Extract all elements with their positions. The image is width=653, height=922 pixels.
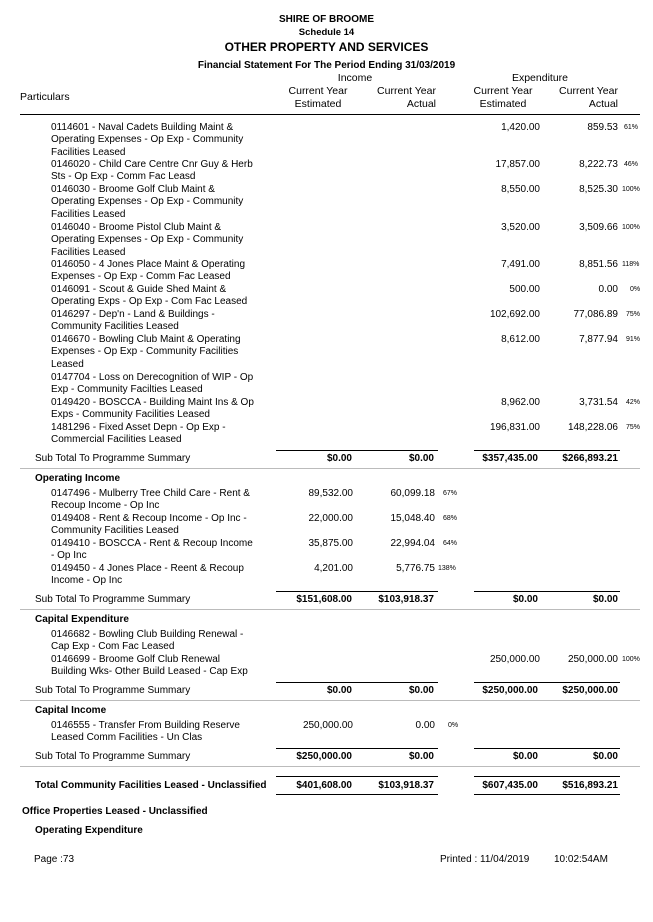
exp-act-value: 3,509.66 — [579, 222, 618, 233]
exp-est-value: 3,520.00 — [501, 222, 540, 233]
exp-act-value: 859.53 — [587, 122, 618, 133]
table-row-desc: 0146670 - Bowling Club Maint & Operating Expenses - Op Exp - Community Facilities Leased — [51, 334, 241, 370]
exp-act-value: 8,851.56 — [579, 259, 618, 270]
exp-est-value: 196,831.00 — [489, 422, 540, 433]
table-row-desc: 0149420 - BOSCCA - Building Maint Ins & Op Exps - Community Facilities Leased — [51, 397, 254, 421]
exp-pct: 100% — [622, 186, 640, 193]
table-row-desc: 0146020 - Child Care Centre Cnr Guy & Herb Sts - Op Exp - Comm Fac Leasd — [51, 159, 253, 183]
inc-act-value: 60,099.18 — [390, 488, 435, 499]
exp-pct: 46% — [624, 161, 639, 168]
exp-est-value: 17,857.00 — [495, 159, 540, 170]
inc-pct: 64% — [443, 540, 458, 547]
exp-est-value: 7,491.00 — [501, 259, 540, 270]
section-capital-expenditure: Capital Expenditure — [35, 614, 129, 625]
inc-pct: 138% — [438, 565, 456, 572]
grand-total-exp-est: $607,435.00 — [482, 780, 538, 791]
exp-act-value: 7,877.94 — [579, 334, 618, 345]
table-row-desc: 0147704 - Loss on Derecognition of WIP - Op Exp - Community Facilties Leased — [51, 372, 254, 396]
exp-pct: 118% — [622, 261, 640, 268]
col-exp-act-line1: Current Year — [559, 85, 618, 97]
particulars-header: Particulars — [20, 91, 70, 103]
exp-pct: 91% — [626, 336, 641, 343]
subtotal-inc-est: $0.00 — [326, 453, 352, 464]
exp-pct: 100% — [622, 224, 640, 231]
grand-total-inc-act: $103,918.37 — [378, 780, 434, 791]
grand-total-exp-act: $516,893.21 — [562, 780, 618, 791]
exp-est-value: 8,962.00 — [501, 397, 540, 408]
section-operating-income: Operating Income — [35, 473, 121, 484]
income-header: Income — [337, 72, 373, 84]
subtotal-exp-est: $0.00 — [512, 751, 538, 762]
report-subtitle: Financial Statement For The Period Ending 31/03/2019 — [197, 60, 456, 71]
schedule-label: Schedule 14 — [298, 27, 355, 38]
subtotal-rule — [276, 591, 438, 592]
total-rule — [276, 794, 438, 795]
page-number: Page :73 — [34, 854, 75, 865]
col-income-act-line1: Current Year — [377, 85, 436, 97]
inc-pct: 67% — [443, 490, 458, 497]
col-income-est — [282, 85, 354, 111]
section-capital-income: Capital Income — [35, 705, 107, 716]
exp-act-value: 3,731.54 — [579, 397, 618, 408]
expenditure-header: Expenditure — [511, 72, 569, 84]
subtotal-rule — [276, 450, 438, 451]
col-exp-est-line2: Estimated — [479, 98, 527, 110]
table-row-desc: 0146030 - Broome Golf Club Maint & Operating Expenses - Op Exp - Community Facilities Leased — [51, 184, 244, 220]
exp-est-value: 1,420.00 — [501, 122, 540, 133]
total-rule — [474, 794, 620, 795]
subtotal-inc-est: $250,000.00 — [296, 751, 352, 762]
subtotal-rule — [474, 748, 620, 749]
exp-act-value: 148,228.06 — [567, 422, 618, 433]
subtotal-label: Sub Total To Programme Summary — [35, 594, 191, 605]
org-name: SHIRE OF BROOME — [278, 14, 374, 25]
table-row-desc: 0149408 - Rent & Recoup Income - Op Inc - Community Facilities Leased — [51, 513, 247, 537]
subtotal-exp-act: $0.00 — [592, 594, 618, 605]
col-income-act — [368, 85, 436, 111]
exp-pct: 42% — [626, 399, 641, 406]
inc-est-value: 89,532.00 — [308, 488, 353, 499]
table-row-desc: 0147496 - Mulberry Tree Child Care - Rent & Recoup Income - Op Inc — [51, 488, 250, 512]
exp-act-value: 77,086.89 — [573, 309, 618, 320]
total-rule — [276, 776, 438, 777]
subtotal-inc-act: $0.00 — [408, 685, 434, 696]
inc-est-value: 4,201.00 — [314, 563, 353, 574]
subtotal-label: Sub Total To Programme Summary — [35, 751, 191, 762]
table-row-desc: 1481296 - Fixed Asset Depn - Op Exp - Commercial Facilities Leased — [51, 422, 226, 446]
next-section-title: Office Properties Leased - Unclassified — [22, 806, 208, 817]
col-income-est-line2: Estimated — [294, 98, 342, 110]
col-income-act-line2: Actual — [406, 98, 436, 110]
subtotal-label: Sub Total To Programme Summary — [35, 685, 191, 696]
inc-act-value: 0.00 — [415, 720, 435, 731]
inc-pct: 68% — [443, 515, 458, 522]
table-row-desc: 0146050 - 4 Jones Place Maint & Operating Expenses - Op Exp - Comm Fac Leased — [51, 259, 246, 283]
subtotal-exp-act: $266,893.21 — [562, 453, 618, 464]
exp-est-value: 250,000.00 — [489, 654, 540, 665]
table-row-desc: 0149410 - BOSCCA - Rent & Recoup Income - Op Inc — [51, 538, 253, 562]
subtotal-rule — [474, 450, 620, 451]
inc-act-value: 22,994.04 — [390, 538, 435, 549]
printed-date: Printed : 11/04/2019 — [440, 854, 530, 865]
col-exp-est — [466, 85, 540, 111]
table-row-desc: 0149450 - 4 Jones Place - Reent & Recoup Income - Op Inc — [51, 563, 244, 587]
subtotal-rule — [276, 682, 438, 683]
next-section-subtitle: Operating Expenditure — [35, 825, 143, 836]
subtotal-label: Sub Total To Programme Summary — [35, 453, 191, 464]
table-row-desc: 0146699 - Broome Golf Club Renewal Building Wks- Other Build Leased - Cap Exp — [51, 654, 248, 678]
table-row-desc: 0146682 - Bowling Club Building Renewal - Cap Exp - Com Fac Leased — [51, 629, 244, 653]
exp-est-value: 500.00 — [509, 284, 540, 295]
row-divider — [20, 468, 640, 469]
table-row-desc: 0146091 - Scout & Guide Shed Maint & Operating Exps - Op Exp - Com Fac Leased — [51, 284, 248, 308]
exp-act-value: 250,000.00 — [567, 654, 618, 665]
grand-total-label: Total Community Facilities Leased - Unclassified — [35, 780, 267, 791]
col-exp-est-line1: Current Year — [473, 85, 533, 97]
inc-est-value: 22,000.00 — [308, 513, 353, 524]
col-income-est-line1: Current Year — [288, 85, 348, 97]
grand-total-inc-est: $401,608.00 — [296, 780, 352, 791]
inc-est-value: 250,000.00 — [302, 720, 353, 731]
row-divider — [20, 700, 640, 701]
table-row-desc: 0146040 - Broome Pistol Club Maint & Operating Expenses - Op Exp - Community Facilities Leased — [51, 222, 244, 258]
subtotal-rule — [276, 748, 438, 749]
subtotal-rule — [474, 682, 620, 683]
subtotal-inc-est: $0.00 — [326, 685, 352, 696]
exp-pct: 61% — [624, 124, 639, 131]
row-divider — [20, 766, 640, 767]
exp-act-value: 8,525.30 — [579, 184, 618, 195]
exp-est-value: 102,692.00 — [489, 309, 540, 320]
inc-pct: 0% — [448, 722, 459, 729]
subtotal-exp-est: $250,000.00 — [482, 685, 538, 696]
col-exp-act — [550, 85, 618, 111]
inc-est-value: 35,875.00 — [308, 538, 353, 549]
exp-act-value: 0.00 — [598, 284, 618, 295]
exp-pct: 75% — [626, 424, 641, 431]
header-divider — [20, 114, 640, 115]
subtotal-exp-est: $0.00 — [512, 594, 538, 605]
exp-pct: 0% — [630, 286, 641, 293]
subtotal-inc-est: $151,608.00 — [296, 594, 352, 605]
printed-time: 10:02:54AM — [554, 854, 608, 865]
table-row-desc: 0114601 - Naval Cadets Building Maint & Operating Expenses - Op Exp - Community Facilities Leased — [51, 122, 244, 158]
subtotal-rule — [474, 591, 620, 592]
subtotal-exp-est: $357,435.00 — [482, 453, 538, 464]
subtotal-exp-act: $0.00 — [592, 751, 618, 762]
table-row-desc: 0146555 - Transfer From Building Reserve Leased Comm Facilities - Un Clas — [51, 720, 240, 744]
exp-est-value: 8,612.00 — [501, 334, 540, 345]
subtotal-exp-act: $250,000.00 — [562, 685, 618, 696]
inc-act-value: 15,048.40 — [390, 513, 435, 524]
report-title: OTHER PROPERTY AND SERVICES — [224, 40, 429, 54]
subtotal-inc-act: $0.00 — [408, 751, 434, 762]
subtotal-inc-act: $0.00 — [408, 453, 434, 464]
row-divider — [20, 609, 640, 610]
exp-est-value: 8,550.00 — [501, 184, 540, 195]
subtotal-inc-act: $103,918.37 — [378, 594, 434, 605]
exp-pct: 100% — [622, 656, 640, 663]
total-rule — [474, 776, 620, 777]
table-row-desc: 0146297 - Dep'n - Land & Buildings - Community Facilities Leased — [51, 309, 215, 333]
exp-act-value: 8,222.73 — [579, 159, 618, 170]
col-exp-act-line2: Actual — [588, 98, 618, 110]
inc-act-value: 5,776.75 — [396, 563, 435, 574]
exp-pct: 75% — [626, 311, 641, 318]
